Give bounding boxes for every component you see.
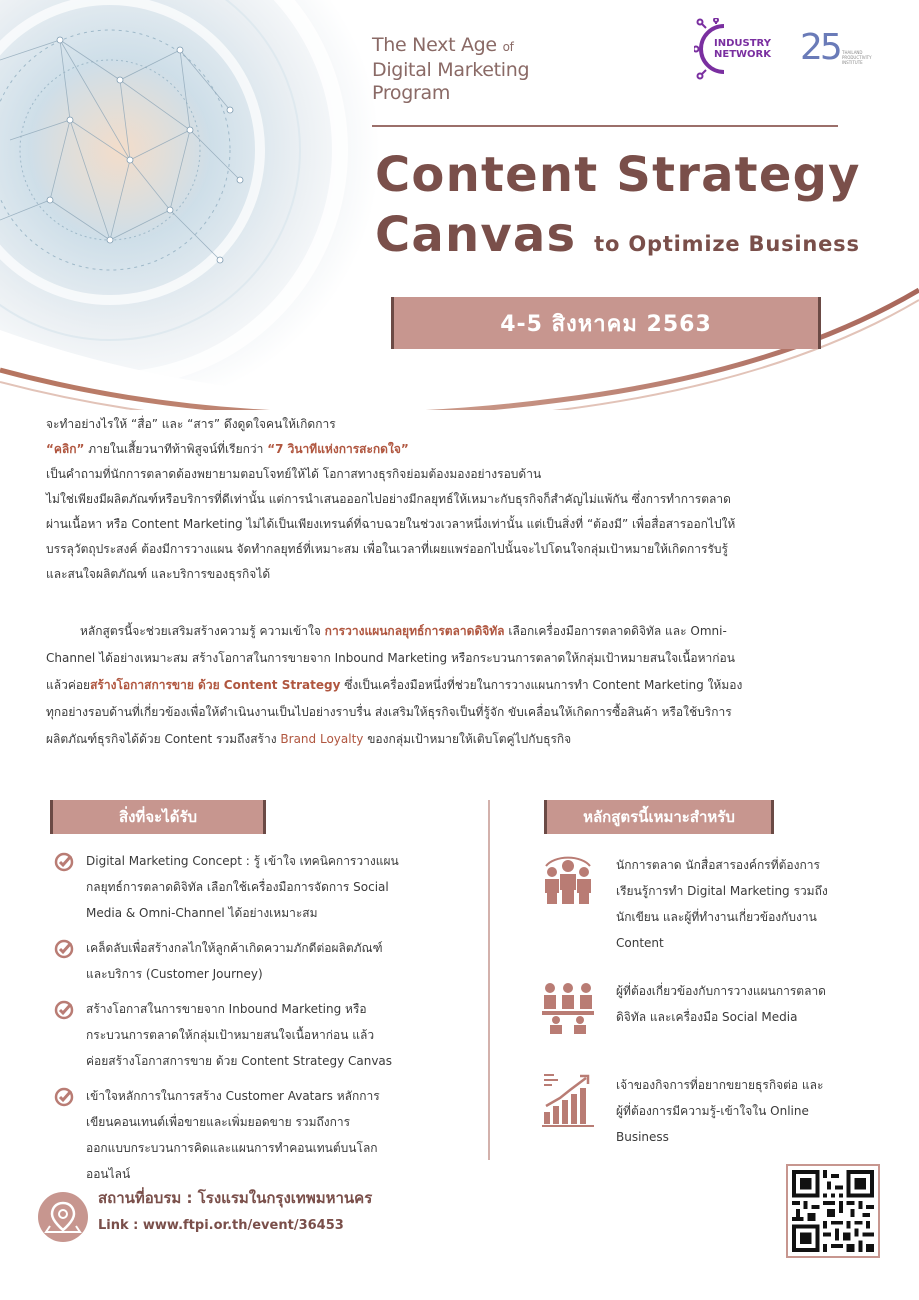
audience-text: ผู้ที่ต้องเกี่ยวข้องกับการวางแผนการตลาด ดิจิทัล และเครื่องมือ Social Media (616, 984, 826, 1024)
audience-text: นักการตลาด นักสื่อสารองค์กรที่ต้องการ เรียนรู้การทำ Digital Marketing รวมถึง นักเขียน และผู้ที่ทำงานเกี่ยวข้องกับงาน Content (616, 858, 828, 950)
course-line (46, 672, 872, 699)
intro-line (46, 437, 866, 462)
title-line-2: Canvas (375, 207, 577, 263)
audience-text: เจ้าของกิจการที่อยากขยายธุรกิจต่อ และ ผู้ที่ต้องการมีความรู้-เข้าใจใน Online Business (616, 1078, 824, 1144)
main-title (375, 145, 861, 274)
hero-banner (0, 0, 919, 410)
benefit-item (52, 935, 462, 987)
benefit-item (52, 996, 462, 1074)
benefits-list (52, 848, 462, 1196)
intro-span: ภายในเสี้ยวนาทีท้าพิสูจน์ที่เรียกว่า (84, 442, 268, 456)
benefit-text: เข้าใจหลักการในการสร้าง Customer Avatars หลักการ เขียนคอนเทนต์เพื่อขายและเพิ่มยอดขาย รวมถึงการ ออกแบบกระบวนการคิดและแผนการทำคอนเทนต์บนโลก ออนไลน์ (86, 1089, 380, 1181)
intro-text (46, 412, 866, 587)
course-span: ซึ่งเป็นเครื่องมือหนึ่งที่ช่วยในการวางแผนการทำ Content Marketing ให้มอง (340, 678, 743, 692)
ftpi-caption: THAILAND PRODUCTIVITY INSTITUTE (842, 50, 872, 65)
course-line (46, 618, 872, 645)
qr-code-pattern (792, 1170, 874, 1252)
benefit-item (52, 1083, 462, 1187)
benefit-text: สร้างโอกาสในการขายจาก Inbound Marketing หรือ กระบวนการตลาดให้กลุ่มเป้าหมายสนใจเนื้อหาก่อน แล้ว ค่อยสร้างโอกาสการขาย ด้วย Content Strategy Canvas (86, 1002, 393, 1068)
course-span: ของกลุ่มเป้าหมายให้เติบโตคู่ไปกับธุรกิจ (363, 732, 572, 746)
qr-code[interactable] (786, 1164, 880, 1258)
venue-label: สถานที่อบรม : โรงแรมในกรุงเทพมหานคร (98, 1189, 373, 1207)
audience-heading-text: หลักสูตรนี้เหมาะสำหรับ (583, 808, 735, 826)
course-highlight: การวางแผนกลยุทธ์การตลาดดิจิทัล (324, 624, 505, 638)
title-subtitle: to Optimize Business (594, 232, 860, 256)
check-circle-icon (54, 1087, 74, 1107)
intro-line: บรรลุวัตถุประสงค์ ต้องมีการวางแผน จัดทำกลยุทธ์ที่เหมาะสม เพื่อในเวลาที่เผยแพร่ออกไปนั้นจะไปโดนใจกลุ่มเป้าหมายให้เกิดการรับรู้ (46, 542, 728, 556)
intro-line: ไม่ใช่เพียงมีผลิตภัณฑ์หรือบริการที่ดีเท่านั้น แต่การนำเสนอออกไปอย่างมีกลยุทธ์ให้เหมาะกับธุรกิจก็สำคัญไม่แพ้กัน ซึ่งการทำการตลาด (46, 492, 731, 506)
intro-line: จะทำอย่างไรให้ “สื่อ” และ “สาร” ดึงดูดใจคนให้เกิดการ (46, 417, 336, 431)
intro-line: และสนใจผลิตภัณฑ์ และบริการของธุรกิจได้ (46, 567, 271, 581)
course-span: หลักสูตรนี้จะช่วยเสริมสร้างความรู้ ความเข้าใจ (80, 624, 325, 638)
course-description (46, 618, 872, 753)
brand-loyalty-highlight: Brand Loyalty (280, 732, 364, 746)
title-divider (372, 125, 838, 127)
course-span: ผลิตภัณฑ์ธุรกิจได้ด้วย Content รวมถึงสร้าง (46, 732, 281, 746)
click-highlight: “คลิก” (46, 442, 85, 456)
course-line: ทุกอย่างรอบด้านที่เกี่ยวข้องเพื่อให้ดำเนินงานเป็นไปอย่างราบรื่น ส่งเสริมให้ธุรกิจเป็นที่รู้จัก ขับเคลื่อนให้เกิดการซื้อสินค้า หรือใช้บริการ (46, 705, 732, 719)
title-line-1: Content Strategy (375, 147, 861, 203)
benefits-heading (50, 800, 266, 834)
network-logo-text: NETWORK (714, 49, 772, 60)
audience-heading (544, 800, 774, 834)
seven-seconds-highlight: “7 วินาทีแห่งการสะกดใจ” (267, 442, 409, 456)
benefits-heading-text: สิ่งที่จะได้รับ (118, 808, 198, 826)
program-title: The Next Age of Digital Marketing Program (372, 34, 530, 104)
course-span: เลือกเครื่องมือการตลาดดิจิทัล และ Omni- (504, 624, 727, 638)
course-line: Channel ได้อย่างเหมาะสม สร้างโอกาสในการขายจาก Inbound Marketing หรือกระบวนการตลาดให้กลุ่มเป้าหมายสนใจเนื้อหาก่อน (46, 651, 735, 665)
intro-line: ผ่านเนื้อหา หรือ Content Marketing ไม่ได้เป็นเพียงเทรนด์ที่ฉาบฉวยในช่วงเวลาหนึ่งเท่านั้น แต่เป็นสิ่งที่ “ต้องมี” เพื่อสื่อสารออกไปให้ (46, 517, 736, 531)
check-circle-icon (54, 852, 74, 872)
intro-line: เป็นคำถามที่นักการตลาดต้องพยายามตอบโจทย์ให้ได้ โอกาสทางธุรกิจย่อมต้องมองอย่างรอบด้าน (46, 467, 542, 481)
benefit-text: Digital Marketing Concept : รู้ เข้าใจ เทคนิคการวางแผน กลยุทธ์การตลาดดิจิทัล เลือกใช้เครื่องมือการจัดการ Social Media & Omni-Channel ได้อย่างเหมาะสม (86, 854, 399, 920)
meeting-people-icon (540, 978, 596, 1034)
event-date-banner (391, 297, 821, 349)
industry-logo-text: INDUSTRY (714, 38, 771, 49)
location-pin-icon (38, 1192, 88, 1242)
venue-block (38, 1182, 498, 1252)
group-people-icon (540, 852, 596, 908)
course-line (46, 726, 872, 753)
check-circle-icon (54, 939, 74, 959)
column-divider (488, 800, 490, 1160)
benefit-text: เคล็ดลับเพื่อสร้างกลไกให้ลูกค้าเกิดความภักดีต่อผลิตภัณฑ์ และบริการ (Customer Journey) (86, 941, 383, 981)
event-date: 4-5 สิงหาคม 2563 (500, 311, 712, 337)
ftpi-25-logo (800, 26, 870, 76)
check-circle-icon (54, 1000, 74, 1020)
event-link[interactable]: Link : www.ftpi.or.th/event/36453 (98, 1218, 344, 1233)
benefit-item (52, 848, 462, 926)
ftpi-number: 25 (800, 27, 840, 68)
course-highlight: สร้างโอกาสการขาย ด้วย Content Strategy (90, 678, 341, 692)
industry-network-logo (694, 18, 790, 80)
course-span: แล้วค่อย (46, 678, 91, 692)
growth-chart-icon (540, 1072, 596, 1128)
